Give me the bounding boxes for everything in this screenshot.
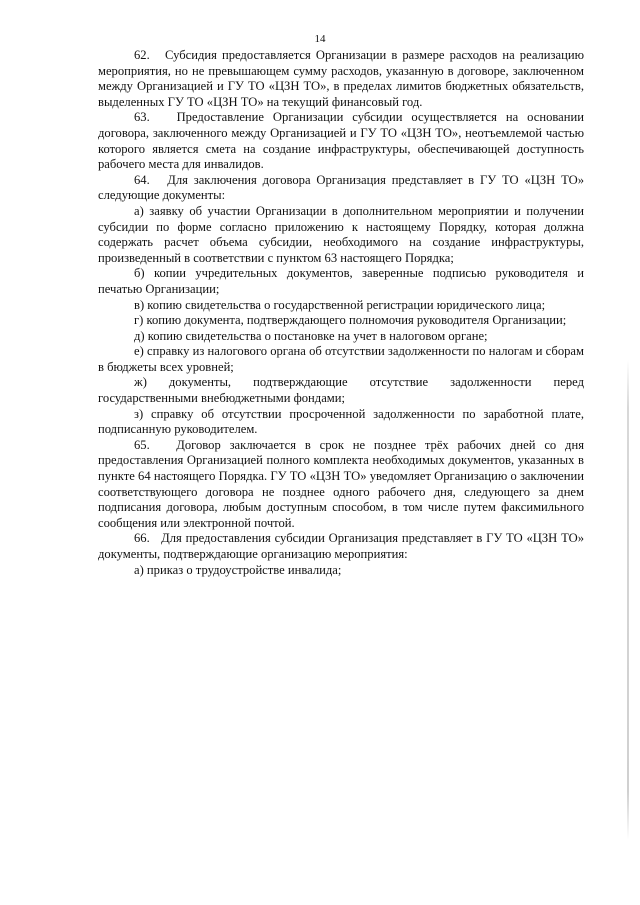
page-number: 14 [314,33,326,45]
list-item-66-a: а) приказ о трудоустройстве инвалида; [134,562,342,577]
list-item-64-zh: ж) документы, подтверждающие отсутствие задолженности перед государственными внебюджетными фондами; [98,375,584,406]
list-item-64-e: е) справку из налогового органа об отсутствии задолженности по налогам и сборам в бюджеты всех уровней; [98,344,584,374]
paragraph-66: 66. Для предоставления субсидии Организация представляет в ГУ ТО «ЦЗН ТО» документы, подтверждающие организацию мероприятия: [98,531,584,561]
list-item-64-a: а) заявку об участии Организации в дополнительном мероприятии и получении субсидии по форме согласно приложению к настоящему Порядку, которая должна содержать расчет объема субсидии, необходимого на создание инфраструктуры, произведенный в соответствии с пунктом 63 настоящего Порядка; [98,203,584,265]
list-item-64-d: д) копию свидетельства о постановке на учет в налоговом органе; [134,328,488,343]
list-item-64-v: в) копию свидетельства о государственной регистрации юридического лица; [134,297,546,312]
list-item-64-z: з) справку об отсутствии просроченной задолженности по заработной плате, подписанную руководителем. [98,406,584,437]
paragraph-63: 63. Предоставление Организации субсидии осуществляется на основании договора, заключенного между Организацией и ГУ ТО «ЦЗН ТО», неотъемлемой частью которого является смета на создание инфраструктуры, обеспечивающей доступность рабочего места для инвалидов. [98,110,584,172]
paragraph-64: 64. Для заключения договора Организация представляет в ГУ ТО «ЦЗН ТО» следующие документы: [98,172,584,203]
scan-shadow-line [627,360,629,840]
list-item-64-b: б) копии учредительных документов, заверенные подписью руководителя и печатью Организации; [98,266,584,296]
list-item-64-g: г) копию документа, подтверждающего полномочия руководителя Организации; [134,313,567,328]
paragraph-62: 62. Субсидия предоставляется Организации в размере расходов на реализацию мероприятия, но не превышающем сумму расходов, указанную в договоре, заключенном между Организацией и ГУ ТО «ЦЗН ТО», в пределах лимитов бюджетных обязательств, выделенных ГУ ТО «ЦЗН ТО» на текущий финансовый год. [98,48,584,109]
paragraph-65: 65. Договор заключается в срок не позднее трёх рабочих дней со дня предоставления Организацией полного комплекта необходимых документов, указанных в пункте 64 настоящего Порядка. ГУ ТО «ЦЗН ТО» уведомляет Организацию о заключении соответствующего договора не позднее одного рабочего дня, следующего за днем подписания договора, любым доступным способом, в том числе путем факсимильного сообщения или электронной почтой. [98,437,584,530]
document-body [98,48,584,578]
